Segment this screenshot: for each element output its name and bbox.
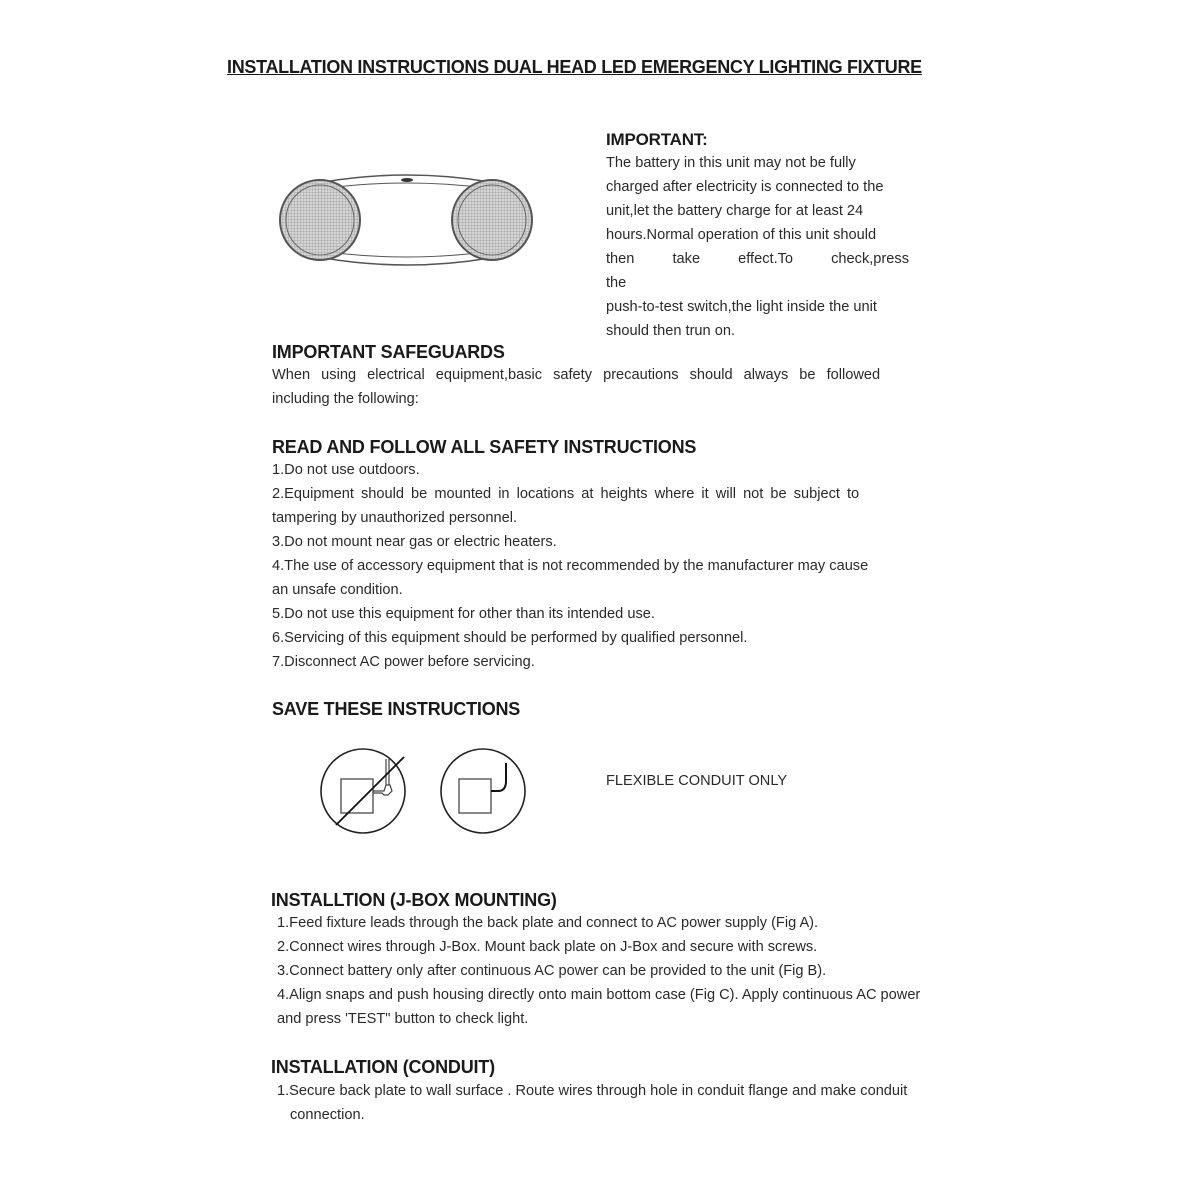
emergency-light-icon	[276, 168, 538, 272]
conduit-heading: INSTALLATION (CONDUIT)	[271, 1057, 495, 1077]
conduit-step: 1.Secure back plate to wall surface . Route wires through hole in conduit flange and make conduit	[277, 1083, 908, 1099]
safety-item: 1.Do not use outdoors.	[272, 462, 420, 478]
safeguards-line: including the following:	[272, 391, 419, 407]
safeguards-heading: IMPORTANT SAFEGUARDS	[272, 342, 505, 362]
safety-list	[272, 458, 912, 674]
save-heading: SAVE THESE INSTRUCTIONS	[272, 699, 521, 719]
important-line: charged after electricity is connected to the	[606, 179, 884, 195]
safety-item: 2.Equipment should be mounted in locations at heights where it will not be subject to	[272, 486, 860, 502]
jbox-heading: INSTALLTION (J-BOX MOUNTING)	[271, 890, 557, 910]
important-line: The battery in this unit may not be fully	[606, 155, 856, 171]
important-line: hours.Normal operation of this unit should	[606, 227, 877, 243]
safety-item: 5.Do not use this equipment for other than its intended use.	[272, 606, 655, 622]
important-line: should then trun on.	[606, 323, 736, 339]
safety-item: an unsafe condition.	[272, 582, 403, 598]
safety-item: 3.Do not mount near gas or electric heaters.	[272, 534, 557, 550]
important-text	[606, 151, 909, 343]
safety-item: 6.Servicing of this equipment should be performed by qualified personnel.	[272, 630, 748, 646]
jbox-step: 2.Connect wires through J-Box. Mount back plate on J-Box and secure with screws.	[277, 939, 818, 955]
flexible-conduit-allowed-icon	[441, 749, 525, 833]
important-line: unit,let the battery charge for at least 24	[606, 203, 864, 219]
jbox-step: and press 'TEST" button to check light.	[277, 1011, 529, 1027]
jbox-step: 4.Align snaps and push housing directly onto main bottom case (Fig C). Apply continuous AC power	[277, 987, 921, 1003]
important-line: then take effect.To check,press the	[606, 251, 909, 291]
jbox-steps	[277, 911, 967, 1031]
jbox-step: 1.Feed fixture leads through the back plate and connect to AC power supply (Fig A).	[277, 915, 819, 931]
document-title: INSTALLATION INSTRUCTIONS DUAL HEAD LED EMERGENCY LIGHTING FIXTURE	[227, 57, 922, 77]
safeguards-line: When using electrical equipment,basic safety precautions should always be followed	[272, 367, 881, 383]
safety-item: tampering by unauthorized personnel.	[272, 510, 518, 526]
conduit-step: connection.	[290, 1107, 365, 1123]
conduit-steps	[277, 1079, 967, 1127]
important-line: push-to-test switch,the light inside the unit	[606, 299, 877, 315]
safety-item: 7.Disconnect AC power before servicing.	[272, 654, 535, 670]
dual-head-light-figure	[276, 168, 538, 272]
safety-item: 4.The use of accessory equipment that is not recommended by the manufacturer may cause	[272, 558, 869, 574]
rigid-conduit-prohibited-icon	[321, 749, 405, 833]
safety-heading: READ AND FOLLOW ALL SAFETY INSTRUCTIONS	[272, 437, 697, 457]
important-heading: IMPORTANT:	[606, 130, 708, 149]
safeguards-text	[272, 363, 910, 411]
conduit-icons	[316, 745, 532, 835]
flexible-conduit-label: FLEXIBLE CONDUIT ONLY	[606, 773, 788, 789]
jbox-step: 3.Connect battery only after continuous AC power can be provided to the unit (Fig B).	[277, 963, 827, 979]
